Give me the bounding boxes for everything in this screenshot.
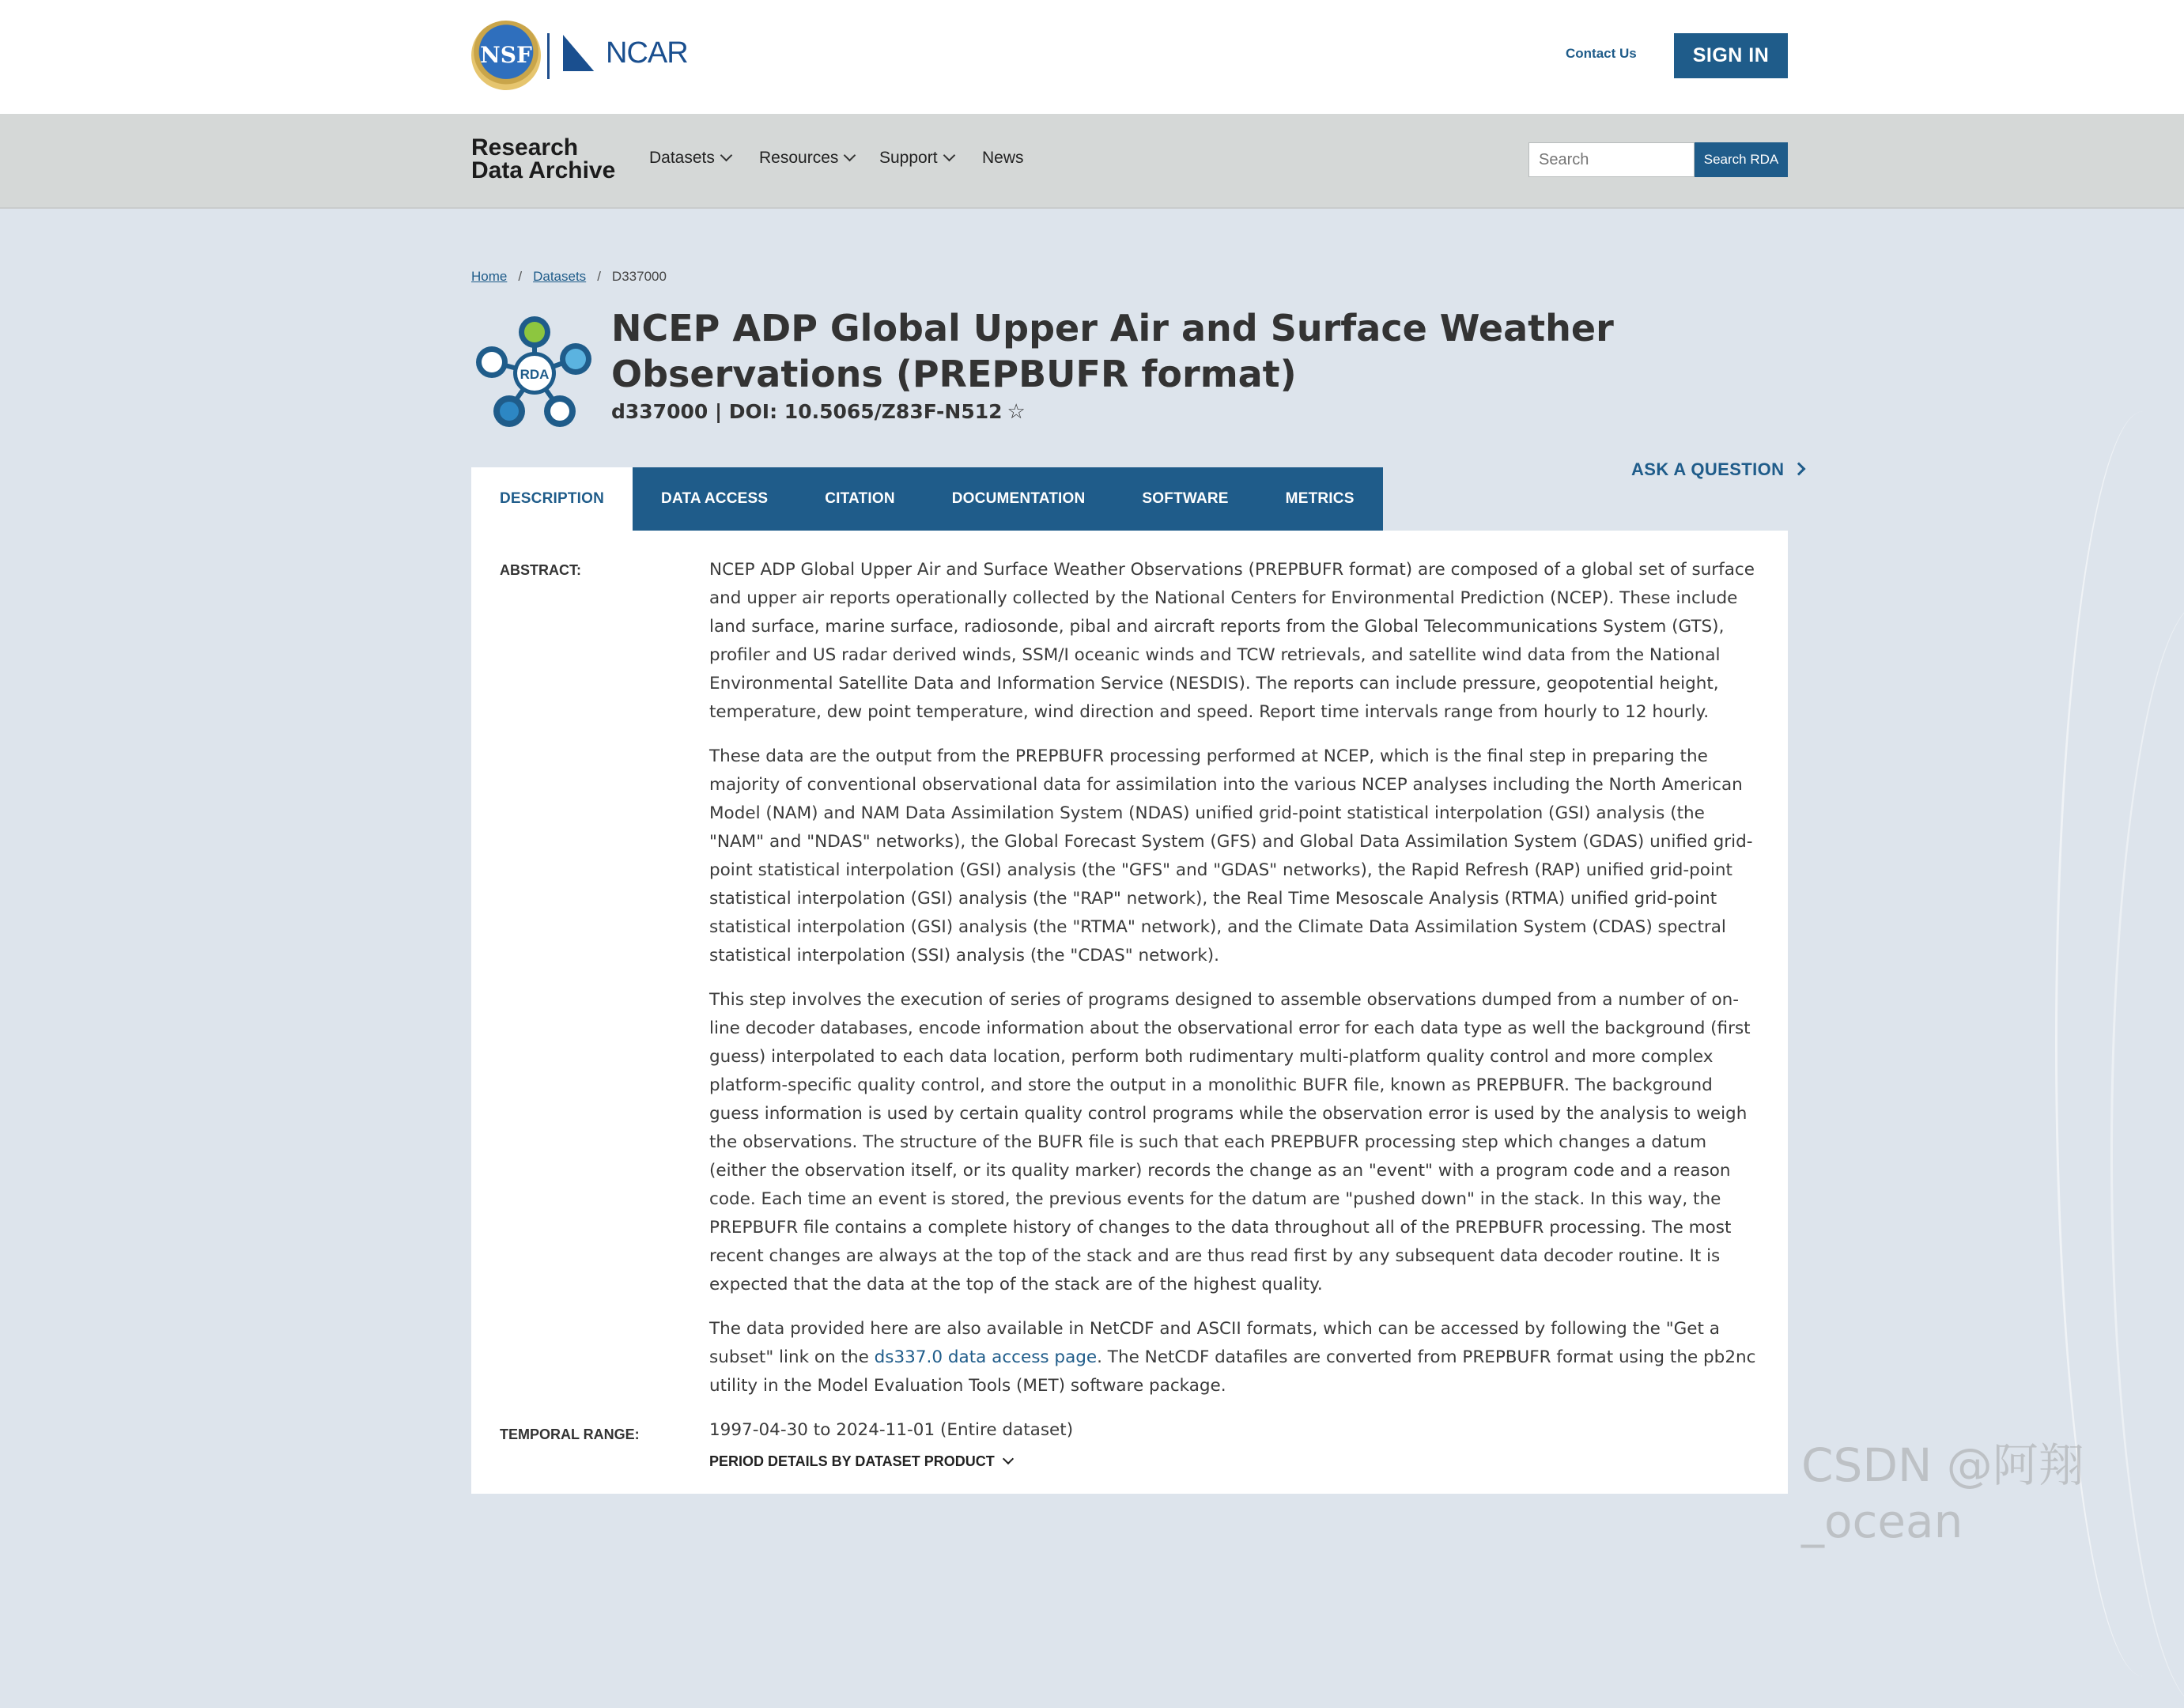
ncar-logo-mark bbox=[563, 35, 607, 71]
logo-divider bbox=[547, 33, 550, 79]
tab-documentation[interactable]: DOCUMENTATION bbox=[924, 467, 1114, 531]
favorite-star-icon[interactable]: ☆ bbox=[1007, 400, 1026, 424]
rda-dataset-icon bbox=[471, 310, 598, 436]
rda-logo-text: RDA bbox=[520, 367, 550, 382]
breadcrumb-separator: / bbox=[518, 269, 523, 284]
tab-citation[interactable]: CITATION bbox=[796, 467, 924, 531]
brand-line-1: Research bbox=[471, 134, 579, 161]
search-input[interactable] bbox=[1528, 142, 1695, 177]
ask-question-link[interactable] bbox=[1631, 459, 1804, 480]
page-title: NCEP ADP Global Upper Air and Surface Weather Observations (PREPBUFR format) bbox=[611, 307, 1614, 395]
contact-us-link[interactable]: Contact Us bbox=[1566, 46, 1637, 61]
tab-software[interactable]: SOFTWARE bbox=[1113, 467, 1256, 531]
breadcrumb bbox=[471, 269, 667, 285]
sign-in-button[interactable]: SIGN IN bbox=[1674, 33, 1788, 78]
temporal-range-label: TEMPORAL RANGE: bbox=[500, 1426, 640, 1442]
abstract-text-segment: The data provided here are also available in NetCDF and ASCII formats, which can be accessed by following the "Get a subset" link on the bbox=[709, 1319, 1720, 1367]
site-brand[interactable] bbox=[471, 136, 615, 182]
abstract-paragraph: NCEP ADP Global Upper Air and Surface Weather Observations (PREPBUFR format) are composed of a global set of surface and upper air reports operationally collected by the National Centers for Environmental Prediction (NCEP). These include land surface, marine surface, radiosonde, pibal and aircraft reports from the Global Telecommunications System (GTS), profiler and US radar derived winds, SSM/I oceanic winds and TCW retrievals, and satellite wind data from the National Environmental Satellite Data and Information Service (NESDIS). The reports can include pressure, geopotential height, temperature, dew point temperature, wind direction and speed. Report time intervals range from hourly to 12 hourly. bbox=[709, 560, 1755, 722]
dataset-doi bbox=[611, 400, 1026, 424]
dataset-tabs bbox=[471, 467, 1383, 531]
breadcrumb-separator: / bbox=[597, 269, 601, 284]
chevron-down-icon bbox=[844, 149, 856, 162]
nav-resources[interactable] bbox=[759, 149, 854, 168]
temporal-range-value: 1997-04-30 to 2024-11-01 (Entire dataset) bbox=[709, 1420, 1074, 1440]
search-button[interactable]: Search RDA bbox=[1695, 142, 1788, 177]
watermark: CSDN @阿翔_ocean bbox=[1801, 1438, 2084, 1548]
dataset-doi-text: d337000 | DOI: 10.5065/Z83F-N512 bbox=[611, 400, 1003, 423]
description-panel bbox=[471, 531, 1788, 1494]
abstract-paragraph bbox=[709, 1315, 1761, 1400]
abstract-label: ABSTRACT: bbox=[500, 562, 581, 578]
tab-description[interactable]: DESCRIPTION bbox=[471, 467, 633, 531]
nav-datasets-label: Datasets bbox=[649, 149, 715, 167]
chevron-down-icon bbox=[1003, 1453, 1014, 1464]
data-access-page-link[interactable]: ds337.0 data access page bbox=[874, 1347, 1098, 1367]
site-header bbox=[0, 0, 2184, 114]
nav-resources-label: Resources bbox=[759, 149, 839, 167]
nav-news-label: News bbox=[982, 149, 1024, 167]
period-details-toggle[interactable] bbox=[709, 1453, 1012, 1470]
nav-support[interactable] bbox=[879, 149, 954, 168]
breadcrumb-current: D337000 bbox=[611, 269, 667, 284]
nav-news[interactable] bbox=[982, 149, 1024, 168]
nsf-logo[interactable] bbox=[471, 21, 541, 90]
chevron-down-icon bbox=[720, 149, 733, 162]
tab-data-access[interactable]: DATA ACCESS bbox=[633, 467, 796, 531]
chevron-down-icon bbox=[943, 149, 955, 162]
abstract-paragraph: This step involves the execution of series of programs designed to assemble observations dumped from a number of on-line decoder databases, encode information about the observational error for each data type as well the background (first guess) interpolated to each data location, perform both rudimentary multi-platform quality control and more complex platform-specific quality control, and store the output in a monolithic BUFR file, known as PREPBUFR. The background guess information is used by certain quality control programs while the observation error is used by the analysis to weigh the observations. The structure of the BUFR file is such that each PREPBUFR processing step which changes a datum (either the observation itself, or its quality marker) records the change as an "event" with a program code and a reason code. Each time an event is stored, the previous events for the datum are "pushed down" in the stack. In this way, the PREPBUFR file contains a complete history of changes to the data throughout all of the PREPBUFR processing. The most recent changes are always at the top of the stack and are thus read first by any subsequent data decoder routine. It is expected that the data at the top of the stack are of the highest quality. bbox=[709, 990, 1751, 1294]
abstract-paragraph: These data are the output from the PREPBUFR processing performed at NCEP, which is the final step in preparing the majority of conventional observational data for assimilation into the various NCEP analyses including the North American Model (NAM) and NAM Data Assimilation System (NDAS) unified grid-point statistical interpolation (GSI) analysis (the "NAM" and "NDAS" networks), the Global Forecast System (GFS) and Global Data Assimilation System (GDAS) unified grid-point statistical interpolation (GSI) analysis (the "GFS" and "GDAS" networks), the Rapid Refresh (RAP) unified grid-point statistical interpolation (GSI) analysis (the "RAP" network), the Real Time Mesoscale Analysis (RTMA) unified grid-point statistical interpolation (GSI) analysis (the "RTMA" network), and the Climate Data Assimilation System (CDAS) spectral statistical interpolation (SSI) analysis (the "CDAS" network). bbox=[709, 746, 1753, 965]
ask-question-label: ASK A QUESTION bbox=[1631, 459, 1785, 479]
ncar-logo[interactable] bbox=[563, 33, 688, 77]
ncar-logo-text: NCAR bbox=[606, 36, 688, 70]
main-nav bbox=[0, 114, 2184, 209]
breadcrumb-home[interactable]: Home bbox=[471, 269, 508, 284]
nav-support-label: Support bbox=[879, 149, 938, 167]
period-details-label: PERIOD DETAILS BY DATASET PRODUCT bbox=[709, 1453, 995, 1469]
nav-datasets[interactable] bbox=[649, 149, 731, 168]
breadcrumb-datasets[interactable]: Datasets bbox=[533, 269, 587, 284]
chevron-right-icon bbox=[1792, 463, 1805, 476]
nsf-logo-text: NSF bbox=[480, 42, 532, 68]
tab-metrics[interactable]: METRICS bbox=[1257, 467, 1383, 531]
abstract-text bbox=[709, 556, 1761, 1416]
brand-line-2: Data Archive bbox=[471, 157, 616, 183]
abstract-text-segment: . The NetCDF datafiles are converted from PREPBUFR format using the pb2nc utility in the Model Evaluation Tools (MET) software package. bbox=[709, 1347, 1756, 1396]
